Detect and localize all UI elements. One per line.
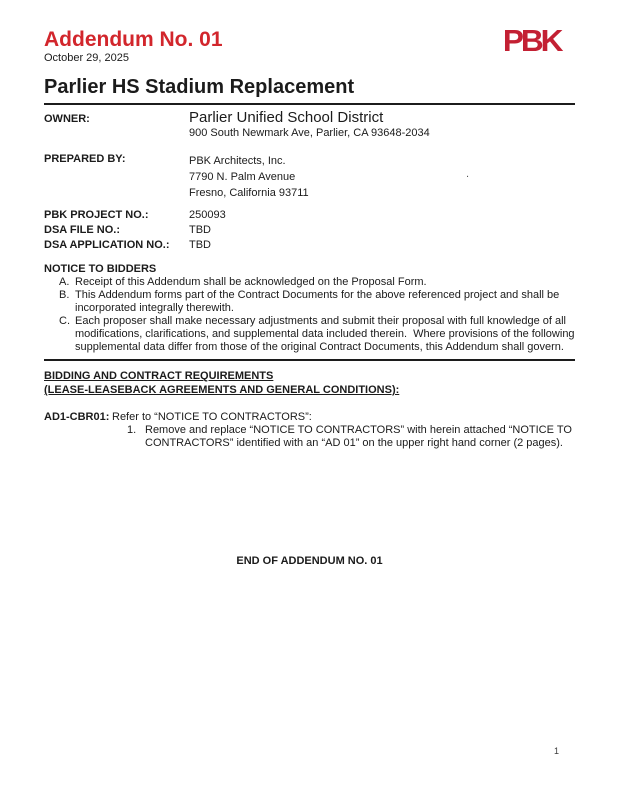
page-number: 1 bbox=[554, 746, 560, 756]
project-number-row bbox=[44, 208, 575, 223]
list-item-marker: A. bbox=[59, 276, 70, 288]
addendum-title: Addendum No. 01 bbox=[44, 28, 223, 51]
list-item-marker: 1. bbox=[127, 424, 137, 436]
prepared-by-line: Fresno, California 93711 bbox=[189, 187, 309, 199]
owner-label: OWNER: bbox=[44, 113, 90, 125]
horizontal-rule-top bbox=[44, 103, 575, 105]
list-item bbox=[44, 276, 575, 289]
list-item bbox=[112, 424, 575, 450]
list-item-marker: C. bbox=[59, 315, 70, 327]
dsa-file-no-label: DSA FILE NO.: bbox=[44, 224, 120, 236]
list-item bbox=[44, 289, 575, 315]
list-item-text: This Addendum forms part of the Contract Documents for the above referenced project and shall be incorporated integrally therewith. bbox=[75, 289, 560, 314]
prepared-by-row bbox=[44, 153, 575, 201]
dsa-application-no-value: TBD bbox=[189, 239, 211, 251]
owner-row bbox=[44, 109, 575, 140]
list-item-text: Receipt of this Addendum shall be acknowledged on the Proposal Form. bbox=[75, 276, 427, 288]
prepared-by-line: 7790 N. Palm Avenue bbox=[189, 171, 296, 183]
notice-list bbox=[44, 276, 575, 354]
owner-name: Parlier Unified School District bbox=[189, 109, 384, 126]
project-numbers bbox=[44, 208, 575, 253]
list-item-text: Each proposer shall make necessary adjustments and submit their proposal with full knowledge of all modifications, clarifications, and supplemental data included therein. Where provisions of the following supplemental data differ from those of the original Contract Documents, this Addendum shall govern. bbox=[75, 315, 575, 353]
addendum-date: October 29, 2025 bbox=[44, 52, 130, 64]
pbk-logo: PBK bbox=[502, 23, 560, 58]
ad1-cbr01-label: AD1-CBR01: bbox=[44, 411, 110, 423]
project-number-row bbox=[44, 223, 575, 238]
dsa-file-no-value: TBD bbox=[189, 224, 211, 236]
ad1-cbr01-item bbox=[44, 411, 575, 450]
owner-address: 900 South Newmark Ave, Parlier, CA 93648-2034 bbox=[189, 127, 430, 139]
project-number-row bbox=[44, 238, 575, 253]
list-item-marker: B. bbox=[59, 289, 70, 301]
prepared-by-line: PBK Architects, Inc. bbox=[189, 155, 286, 167]
stray-period-mark: . bbox=[466, 168, 470, 180]
document-header bbox=[44, 23, 575, 65]
horizontal-rule-middle bbox=[44, 359, 575, 361]
pbk-project-no-value: 250093 bbox=[189, 209, 226, 221]
lease-leaseback-heading: (LEASE-LEASEBACK AGREEMENTS AND GENERAL CONDITIONS): bbox=[44, 384, 400, 396]
list-item bbox=[44, 315, 575, 354]
owner-value bbox=[189, 109, 430, 140]
ad1-cbr01-intro: Refer to “NOTICE TO CONTRACTORS”: bbox=[112, 411, 312, 423]
prepared-by-label: PREPARED BY: bbox=[44, 153, 126, 165]
ad1-cbr01-content bbox=[112, 411, 575, 450]
prepared-by-value bbox=[189, 153, 309, 201]
notice-to-bidders-heading: NOTICE TO BIDDERS bbox=[44, 263, 157, 275]
end-of-addendum-line: END OF ADDENDUM NO. 01 bbox=[236, 555, 383, 567]
list-item-text: Remove and replace “NOTICE TO CONTRACTORS” with herein attached “NOTICE TO CONTRACTORS” identified with an “AD 01” on the upper right hand corner (2 pages). bbox=[145, 424, 572, 449]
project-title: Parlier HS Stadium Replacement bbox=[44, 76, 355, 98]
bidding-requirements-heading: BIDDING AND CONTRACT REQUIREMENTS bbox=[44, 370, 274, 382]
dsa-application-no-label: DSA APPLICATION NO.: bbox=[44, 239, 170, 251]
pbk-project-no-label: PBK PROJECT NO.: bbox=[44, 209, 149, 221]
